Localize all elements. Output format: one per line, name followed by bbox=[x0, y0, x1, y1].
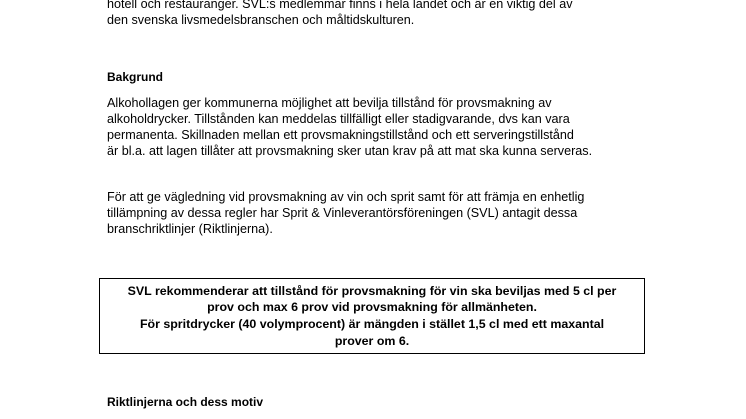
paragraph-line: Alkohollagen ger kommunerna möjlighet att bevilja tillstånd för provsmakning av bbox=[107, 96, 552, 110]
paragraph-line: branschriktlinjer (Riktlinjerna). bbox=[107, 222, 273, 236]
callout-line: För spritdrycker (40 volymprocent) är mängden i stället 1,5 cl med ett maxantal bbox=[139, 317, 605, 331]
callout-line: prover om 6. bbox=[334, 334, 410, 348]
intro-line: den svenska livsmedelsbranschen och måltidskulturen. bbox=[107, 13, 415, 27]
section-heading-riktlinjerna: Riktlinjerna och dess motiv bbox=[107, 395, 264, 409]
paragraph-line: permanenta. Skillnaden mellan ett provsmakningstillstånd och ett serveringstillstånd bbox=[107, 128, 574, 142]
callout-line: prov och max 6 prov vid provsmakning för allmänheten. bbox=[207, 300, 537, 314]
paragraph-line: alkoholdrycker. Tillstånden kan meddelas tillfälligt eller stadigvarande, dvs kan vara bbox=[107, 112, 570, 126]
callout-line: SVL rekommenderar att tillstånd för provsmakning för vin ska beviljas med 5 cl per bbox=[127, 284, 617, 298]
intro-line: hotell och restauranger. SVL:s medlemmar finns i hela landet och är en viktig del av bbox=[107, 0, 573, 11]
recommendation-callout-box bbox=[99, 278, 645, 354]
paragraph-line: är bl.a. att lagen tillåter att provsmakning sker utan krav på att mat ska kunna serveras. bbox=[107, 144, 593, 158]
paragraph-line: tillämpning av dessa regler har Sprit & Vinleverantörsföreningen (SVL) antagit dessa bbox=[107, 206, 578, 220]
section-heading-bakgrund: Bakgrund bbox=[107, 70, 164, 84]
paragraph-line: För att ge vägledning vid provsmakning av vin och sprit samt för att främja en enhetlig bbox=[107, 190, 585, 204]
